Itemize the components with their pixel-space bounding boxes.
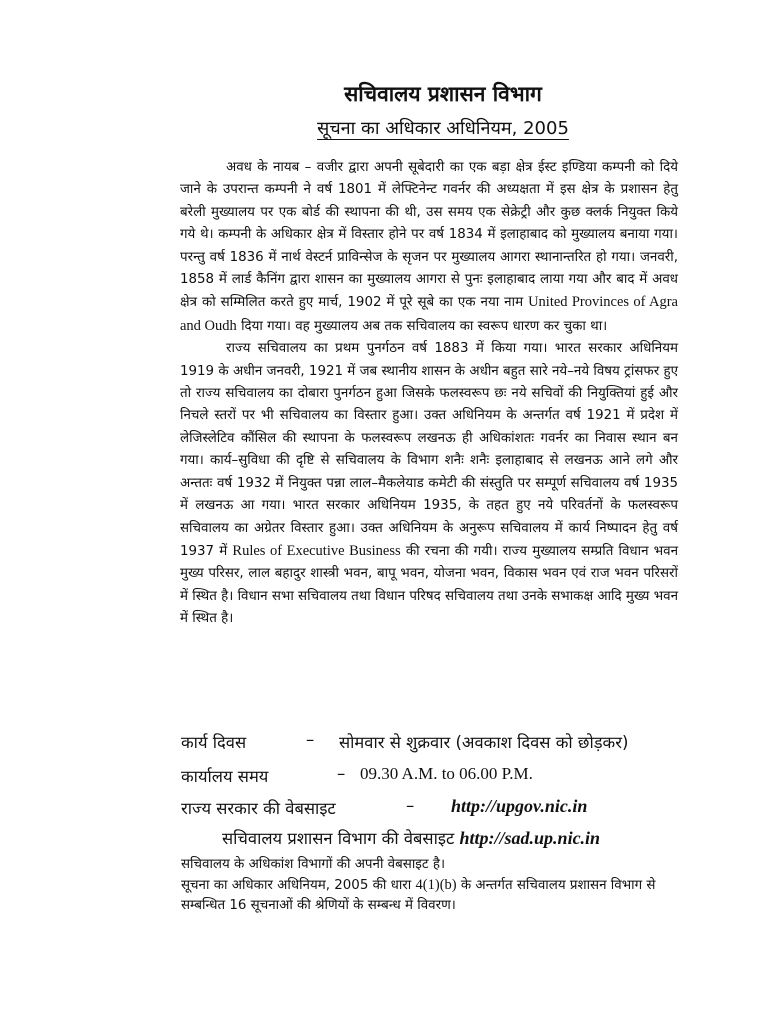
state-website-link[interactable]: http://upgov.nic.in	[451, 796, 588, 816]
history-paragraph-1	[180, 157, 678, 338]
working-days-label: कार्य दिवस	[181, 733, 247, 752]
footer-section-number: 4(1)(b)	[415, 877, 457, 893]
working-days-dash: –	[306, 730, 315, 749]
state-website-label: राज्य सरकार की वेबसाइट	[181, 799, 336, 818]
body-text	[180, 157, 678, 631]
history-paragraph-2	[180, 338, 678, 630]
dept-website-row	[222, 826, 600, 849]
working-days-value: सोमवार से शुक्रवार (अवकाश दिवस को छोड़कर)	[339, 733, 629, 752]
footer-line-2-text-a: सूचना का अधिकार अधिनियम, 2005 की धारा	[181, 878, 412, 893]
document-title: सचिवालय प्रशासन विभाग	[344, 82, 542, 106]
footer-line-2	[181, 875, 681, 916]
dept-website-label: सचिवालय प्रशासन विभाग की वेबसाइट	[222, 829, 455, 848]
paragraph-2-english-term: Rules of Executive Business	[232, 542, 401, 559]
footer-line-2-text-b: के अन्तर्गत सचिवालय प्रशासन विभाग से सम्बन्धित 16 सूचनाओं की श्रेणियों के सम्बन्ध में विवरण।	[181, 878, 656, 913]
footer-notes	[181, 855, 681, 916]
document-subtitle: सूचना का अधिकार अधिनियम, 2005	[317, 118, 569, 139]
footer-line-1: सचिवालय के अधिकांश विभागों की अपनी वेबसाइट है।	[181, 857, 446, 872]
office-time-dash: –	[337, 764, 346, 783]
office-time-label: कार्यालय समय	[181, 767, 269, 786]
paragraph-2-text-a: राज्य सचिवालय का प्रथम पुनर्गठन वर्ष 1883 में किया गया। भारत सरकार अधिनियम 1919 के अधीन जनवरी, 1921 में जब स्थानीय शासन के अधीन बहुत सारे नये–नये विषय ट्रांसफर हुए तो राज्य सचिवालय का दोबारा पुनर्गठन हुआ जिसके फलस्वरूप छः नये सचिवों की नियुक्तियां हुई और निचले स्तरों पर भी सचिवालय का विस्तार हुआ। उक्त अधिनियम के अन्तर्गत वर्ष 1921 में प्रदेश में लेजिस्लेटिव कौंसिल की स्थापना के फलस्वरूप लखनऊ ही अधिकांशतः गवर्नर का निवास स्थान बन गया। कार्य–सुविधा की दृष्टि से सचिवालय के विभाग शनैः शनैः इलाहाबाद से लखनऊ आने लगे और अन्ततः वर्ष 1932 में नियुक्त पन्ना लाल–मैकलेयाड कमेटी की संस्तुति पर सम्पूर्ण सचिवालय वर्ष 1935 में लखनऊ आ गया। भारत सरकार अधिनियम 1935, के तहत हुए नये परिवर्तनों के फलस्वरूप सचिवालय का अग्रेतर विस्तार हुआ। उक्त अधिनियम के अनुरूप सचिवालय में कार्य निष्पादन हेतु वर्ष 1937 में	[180, 341, 678, 559]
office-time-value: 09.30 A.M. to 06.00 P.M.	[360, 764, 533, 783]
paragraph-1-english-term: United Provinces of Agra and Oudh	[180, 294, 678, 334]
paragraph-1-text-a: अवध के नायब – वजीर द्वारा अपनी सूबेदारी का एक बड़ा क्षेत्र ईस्ट इण्डिया कम्पनी को दिये जाने के उपरान्त कम्पनी ने वर्ष 1801 में लेफ्टिनेन्ट गवर्नर की अध्यक्षता में इस क्षेत्र के प्रशासन हेतु बरेली मुख्यालय पर एक बोर्ड की स्थापना की थी, उस समय एक सेक्रेट्री और कुछ क्लर्क नियुक्त किये गये थे। कम्पनी के अधिकार क्षेत्र में विस्तार होने पर वर्ष 1834 में इलाहाबाद को मुख्यालय बनाया गया। परन्तु वर्ष 1836 में नार्थ वेस्टर्न प्राविन्सेज के सृजन पर मुख्यालय आगरा स्थानान्तरित हो गया। जनवरी, 1858 में लार्ड कैनिंग द्वारा शासन का मुख्यालय आगरा से पुनः इलाहाबाद लाया गया और बाद में अवध क्षेत्र को सम्मिलित करते हुए मार्च, 1902 में पूरे सूबे का एक नया नाम	[180, 160, 678, 311]
state-website-dash: –	[406, 796, 415, 815]
paragraph-2-text-b: की रचना की गयी। राज्य मुख्यालय सम्प्रति विधान भवन मुख्य परिसर, लाल बहादुर शास्त्री भवन, बापू भवन, योजना भवन, विकास भवन एवं राज भवन परिसरों में स्थित है। विधान सभा सचिवालय तथा विधान परिषद सचिवालय तथा उनके सभाकक्ष आदि मुख्य भवन में स्थित है।	[180, 543, 679, 627]
paragraph-1-text-b: दिया गया। वह मुख्यालय अब तक सचिवालय का स्वरूप धारण कर चुका था।	[241, 318, 608, 334]
dept-website-link[interactable]: http://sad.up.nic.in	[459, 828, 601, 848]
